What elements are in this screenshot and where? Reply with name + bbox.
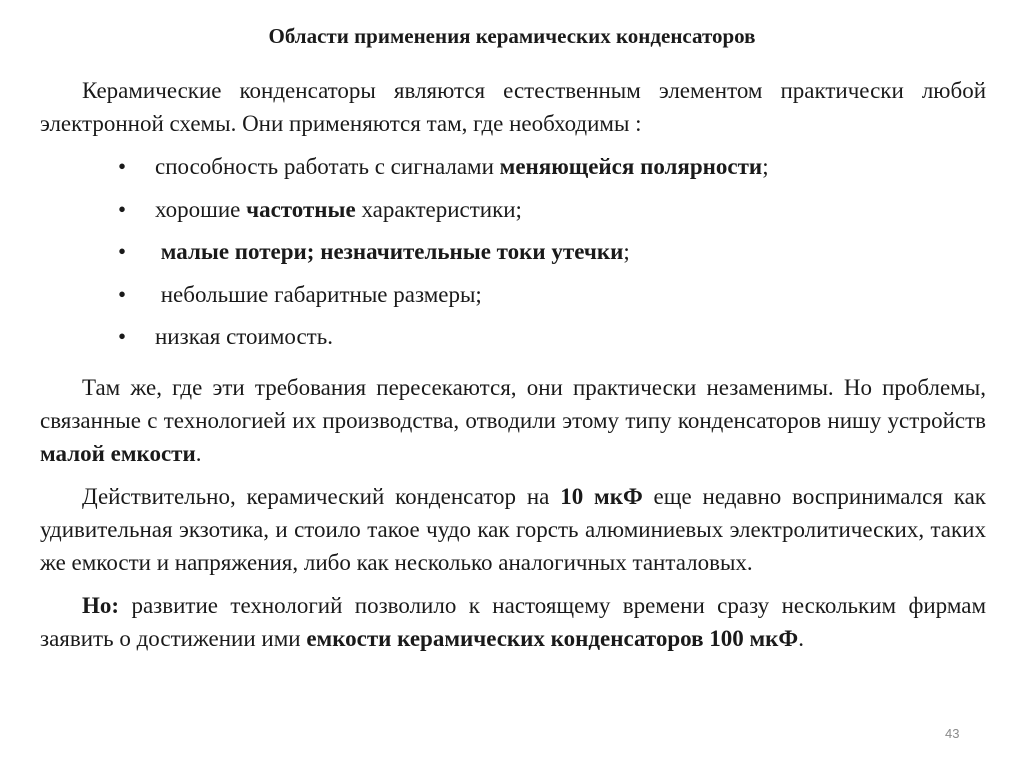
text: . [195,440,202,466]
requirements-list [40,150,986,363]
item-text: низкая стоимость. [155,324,333,349]
text: Там же, где эти требования пересекаются, они практически незаменимы. Но проблемы, связанные с технологией их производства, отводили этому типу конденсаторов нишу устройств [40,374,986,433]
bold-text: малой емкости [40,440,196,466]
item-text: ; [623,239,630,264]
list-item [40,235,986,278]
text: еще недавно воспринимался как удивительная экзотика, и стоило такое чудо как горсть алюминиевых электролитических, таких же емкости и напряжения, либо как несколько аналогичных танталовых. [40,483,986,575]
list-item [40,278,986,321]
item-text: ; [762,154,769,179]
intro-paragraph: Керамические конденсаторы являются естественным элементом практически любой электронной схемы. Они применяются там, где необходимы : [40,78,986,136]
bold-text: Но: [82,592,120,618]
bold-text: 10 мкФ [560,483,643,509]
item-bold: малые потери; незначительные токи утечки [160,239,624,264]
item-bold: частотные [246,196,356,222]
page-number: 43 [945,726,960,741]
text: развитие технологий позволило к настоящему времени сразу нескольким фирмам заявить о достижении ими [40,592,986,651]
bold-text: емкости керамических конденсаторов 100 мкФ [306,625,799,651]
item-text: небольшие габаритные размеры; [155,281,482,307]
bullet-icon: • [118,154,127,179]
slide-title: Области применения керамических конденсаторов [268,24,756,48]
paragraph-exotic [40,480,986,579]
text: Действительно, керамический конденсатор на [82,483,561,509]
item-text: характеристики; [355,196,522,222]
list-item [40,193,986,236]
item-text: способность работать с сигналами [155,154,500,179]
item-text: хорошие [155,196,247,222]
text: . [798,625,804,651]
bullet-icon: • [118,281,127,307]
bullet-icon: • [118,324,127,349]
bullet-icon: • [118,239,127,264]
slide-body [40,74,986,655]
item-bold: меняющейся полярности [499,154,763,179]
paragraph-niche [40,371,986,470]
list-item [40,150,986,193]
list-item [40,320,986,363]
bullet-icon: • [118,196,127,222]
paragraph-progress [40,589,986,655]
